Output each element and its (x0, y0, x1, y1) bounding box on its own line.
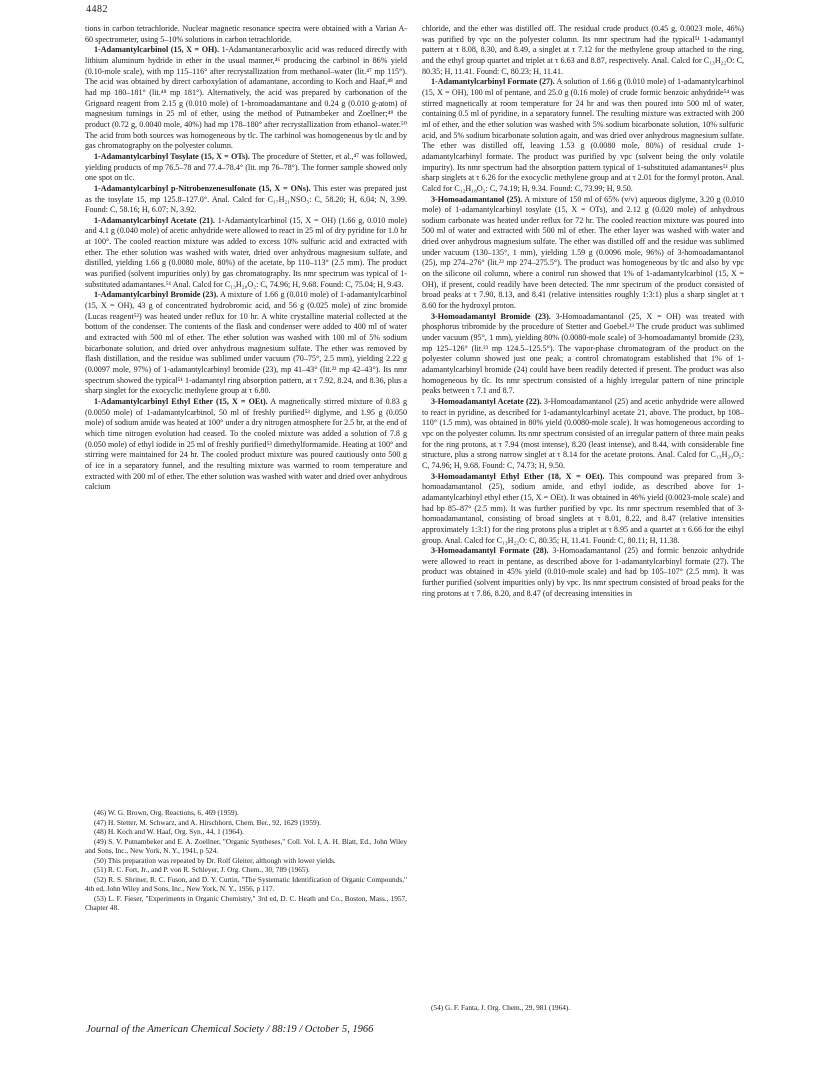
page-number: 4482 (86, 4, 108, 15)
reference-item: (51) R. C. Fort, Jr., and P. von R. Schleyer, J. Org. Chem., 30, 789 (1965). (94, 865, 310, 875)
section-heading: 1-Adamantylcarbinyl Formate (27). (431, 77, 555, 87)
paragraph-text: This compound was prepared from 3-homoadamantanol (25), sodium amide, and ethyl iodide, as described above for 1-adamantylcarbinyl ethyl ether (15, X = OEt). It was obtained in 46% yield (0.0023-mole scale) and had bp 85–87° (2.5 mm). It was further purified by vpc. Its nmr spectrum resembled that of 3-homoadamantanol, consisting of broad singlets at τ 8.01, 8.22, and 8.47 (relative intensities approximately 1:3:1) for the ring protons plus a triplet at τ 8.95 and a quartet at τ 6.66 for the ethyl group. Anal. Calcd for C₁₃H₂₂O: C, 80.35; H, 11.41. Found: C, 80.11; H, 11.38. (422, 471, 744, 545)
section-heading: 3-Homoadamantanol (25). (431, 194, 523, 204)
reference-item: (50) This preparation was repeated by Dr. Rolf Gleiter, although with lower yields. (94, 855, 336, 865)
reference-item: (48) H. Koch and W. Haaf, Org. Syn., 44, 1 (1964). (94, 827, 244, 837)
references-list (85, 808, 407, 913)
section-heading: 1-Adamantylcarbinyl p-Nitrobenzenesulfonate (15, X = ONs). (94, 183, 311, 193)
journal-footer: Journal of the American Chemical Society / 88:19 / October 5, 1966 (86, 1024, 374, 1035)
left-column (85, 24, 407, 493)
right-column (422, 24, 744, 599)
reference-item: (46) W. G. Brown, Org. Reactions, 6, 469 (1959). (94, 808, 239, 817)
paragraph-text: 3-Homoadamantanol (25) and formic benzoic anhydride were allowed to react in pentane, as described above for 1-adamantylcarbinyl formate (27). The product was obtained in 45% yield (0.010-mole scale) and had bp 105–107° (2.5 mm). It was further purified (solvent impurities only) by vpc. Its nmr spectrum consisted of broad peaks for the ring protons at τ 7.86, 8.20, and 8.47 (of decreasing intensities in (422, 546, 745, 598)
paragraph-text: A magnetically stirred mixture of 0.83 g (0.0050 mole) of 1-adamantylcarbinol, 50 ml of freshly purified⁵³ diglyme, and 1.95 g (0.050 mole) of sodium amide was heated at 100° under a dry nitrogen atmosphere for 2.5 hr, at the end of which time nitrogen evolution had ceased. To the cooled mixture was added a solution of 7.8 g (0.050 mole) of ethyl iodide in 25 ml of freshly purified⁵³ dimethylformamide. Heating at 100° and stirring were maintained for 24 hr. The cooled product mixture was poured cautiously onto 500 g of ice in a separatory funnel, and the resulting mixture was warmed to room temperature and extracted with 200 ml of ether. The ether solution was washed with water and dried over anhydrous calcium (85, 396, 407, 492)
paragraph-text: chloride, and the ether was distilled off. The residual crude product (0.45 g, 0.0023 mole, 46%) was purified by vpc on the polyester column. Its nmr spectrum had the typical⁵¹ 1-adamantyl pattern at τ 8.08, 8.30, and 8.49, a singlet at τ 7.12 for the methylene group attached to the ring, and the ethyl group quartet and triplet at τ 6.63 and 8.87, respectively. Anal. Calcd for C₁₃H₂₂O: C, 80.35; H, 11.41. Found: C, 80.23; H, 11.41. (422, 24, 744, 76)
paragraph-text: This ester was prepared just as the tosylate 15, mp 125.8–127.0°. Anal. Calcd for C₁₇H₂₁NSO₅: C, 58.20; H, 6.04; N, 3.99. Found: C, 58.16; H, 6.07; N, 3.92. (85, 183, 407, 215)
reference-item: (47) H. Stetter, M. Schwarz, and A. Hirschhorn, Chem. Ber., 92, 1629 (1959). (94, 817, 321, 827)
paragraph-text: 1-Adamantanecarboxylic acid was reduced directly with lithium aluminum hydride in ether in the usual manner,⁴⁶ producing the carbinol in 86% yield (0.10-mole scale), with mp 115–116° after recrystallization from methanol–water (lit.⁴⁷ mp 115°). The acid was obtained by direct carboxylation of adamantane, according to Koch and Haaf,⁴⁸ and had mp 180–181° (lit.⁴⁸ mp 181°). Alternatively, the acid was prepared by carbonation of the Grignard reagent from 2.15 g (0.010 mole) of 1-bromoadamantane and 0.24 g (0.010 g-atom) of magnesium turnings in 25 ml of ether, using the method of Putnambeker and Zoellner;⁴⁹ the product (0.72 g, 0.0040 mole, 40%) had mp 178–180° after recrystallization from ethanol–water.⁵⁰ The acid from both sources was homogeneous by tlc. The carbinol was homogeneous by tlc and by gas chromatography on the polyester column. (85, 45, 407, 151)
section-heading: 3-Homoadamantyl Ethyl Ether (18, X = OEt). (431, 471, 605, 481)
paragraph (422, 195, 744, 312)
paragraph (85, 45, 407, 152)
reference-item: (49) S. V. Putnambeker and E. A. Zoellner, "Organic Syntheses," Coll. Vol. I, A. H. Blatt, Ed., John Wiley and Sons, Inc., New York, N. Y., 1941, p 524. (85, 836, 407, 856)
paragraph-text: 3-Homoadamantanol (25) and acetic anhydride were allowed to react in pyridine, as described for 1-adamantylcarbinyl acetate 21, above. The product, bp 108–110° (1.5 mm), was obtained in 80% yield (0.0080-mole scale). It was homogeneous according to vpc on the polyester column. Its nmr spectrum consisted of an irregular pattern of three main peaks for the ring protons, at τ 7.94 (most intense), 8.20 (least intense), and 8.44, with considerable fine structure, plus a strong narrow singlet at τ 8.14 for the acetate protons. Anal. Calcd for C₁₃H₂₀O₂: C, 74.96; H, 9.68. Found: C, 74.73; H, 9.50. (422, 396, 744, 470)
section-heading: 3-Homoadamantyl Formate (28). (431, 546, 549, 556)
paragraph (85, 24, 407, 45)
paragraph (85, 152, 407, 184)
paragraph (422, 77, 744, 194)
paragraph-text: 3-Homoadamantanol (25, X = OH) was treated with phosphorus tribromide by the procedure of Stetter and Goebel.²³ The crude product was sublimed under vacuum (95°, 1 mm), yielding 80% (0.0080-mole scale) of 3-homoadamantyl bromide (23), mp 125–126° (lit.²³ mp 124.5–125.5°). The vapor-phase chromatogram of the product on the polyester column showed just one peak; a control chromatogram established that 1% of 1-adamantylcarbinyl bromide (24) could have been readily detected if present. The product was also homogeneous by tlc. Its nmr spectrum consisted of a highly irregular pattern of nine principle peaks between τ 7.1 and 8.7. (422, 311, 745, 396)
paragraph-text: tions in carbon tetrachloride. Nuclear magnetic resonance spectra were obtained with a Varian A-60 spectrometer, using 5–10% solutions in carbon tetrachloride. (85, 24, 407, 44)
paragraph-text: 1-Adamantylcarbinol (15, X = OH) (1.66 g, 0.010 mole) and 4.1 g (0.040 mole) of acetic anhydride were allowed to react in 25 ml of dry pyridine for 1.0 hr at 100°. The cooled reaction mixture was added to excess 10% sulfuric acid and extracted with ether. The ether solution was washed with water, dried over anhydrous magnesium sulfate, and distilled, yielding 1.66 g (0.0080 mole, 80%) of the acetate, bp 110–113° (2.5 mm). The product was purified (solvent impurities only) by gas chromatography. Its nmr spectrum was typical of 1-substituted adamantanes.⁵¹ Anal. Calcd for C₁₃H₂₀O₂: C, 74.96; H, 9.68. Found: C, 75.04; H, 9.43. (85, 215, 407, 289)
reference-item: (54) G. F. Fanta, J. Org. Chem., 29, 981 (1964). (431, 1003, 571, 1012)
section-heading: 1-Adamantylcarbinyl Ethyl Ether (15, X = OEt). (94, 396, 268, 406)
paragraph (85, 216, 407, 291)
paragraph (422, 397, 744, 472)
paragraph (422, 546, 744, 599)
paragraph (85, 397, 407, 493)
paragraph (85, 184, 407, 216)
reference-item: (53) L. F. Fieser, "Experiments in Organic Chemistry," 3rd ed, D. C. Heath and Co., Boston, Mass., 1957, Chapter 48. (85, 893, 407, 913)
paragraph (422, 24, 744, 77)
paragraph (85, 290, 407, 397)
section-heading: 1-Adamantylcarbinyl Tosylate (15, X = OTs). (94, 151, 250, 161)
reference-item: (52) R. S. Shriner, R. C. Fuson, and D. Y. Curtin, "The Systematic Identification of Organic Compounds," 4th ed, John Wiley and Sons, Inc., New York, N. Y., 1956, p 117. (85, 874, 407, 894)
paragraph-text: A mixture of 150 ml of 65% (v/v) aqueous diglyme, 3.20 g (0.010 mole) of 1-adamantylcarbinyl tosylate (15, X = OTs), and 2.12 g (0.020 mole) of anhydrous sodium carbonate was heated under reflux for 72 hr. The cooled reaction mixture was poured into 500 ml of water and extracted with 500 ml of ether. The ether layer was washed with water and dried over anhydrous magnesium sulfate. The ether was distilled off and the residue was sublimed under vacuum (130–135°, 1 mm), yielding 1.59 g (0.0096 mole, 96%) of 3-homoadamantanol (25), mp 274–276° (lit.²³ mp 274–275.5°). The product was homogeneous by tlc and also by vpc on the silicone oil column, where a control run showed that 1% of 1-adamantylcarbinol (15, X = OH), if present, could readily have been detected. The nmr spectrum of the product consisted of broad peaks at τ 7.90, 8.13, and 8.41 (relative intensities roughly 1:3:1) plus a sharp singlet at τ 8.60 for the hydroxyl proton. (422, 194, 744, 311)
paragraph (422, 472, 744, 547)
section-heading: 3-Homoadamantyl Bromide (23). (431, 311, 551, 321)
section-heading: 3-Homoadamantyl Acetate (22). (431, 396, 542, 406)
section-heading: 1-Adamantylcarbinol (15, X = OH). (94, 45, 220, 55)
references-right (422, 1003, 744, 1013)
section-heading: 1-Adamantylcarbinyl Bromide (23). (94, 290, 219, 300)
paragraph (422, 312, 744, 397)
paragraph-text: A mixture of 1.66 g (0.010 mole) of 1-adamantylcarbinol (15, X = OH), 43 g of concentrated hydrobromic acid, and 56 g (0.025 mole) of zinc bromide (Lucas reagent⁵²) was heated under reflux for 10 hr. A white crystalline material collected at the bottom of the condenser. The contents of the flask and condenser were added to 400 ml of water and extracted with 500 ml of ether. The ether solution was washed with 100 ml of 5% sodium bicarbonate solution, and dried over anhydrous magnesium sulfate. The ether was removed by flash distillation, and the residue was sublimed under vacuum (70–75°, 2.5 mm), yielding 2.22 g (0.0097 mole, 97%) of 1-adamantylcarbinyl bromide (23), mp 41–43° (lit.²³ mp 42–43°). Its nmr spectrum showed the typical⁵¹ 1-adamantyl ring absorption pattern, at τ 7.92, 8.24, and 8.36, plus a sharp singlet for the exocyclic methylene group at τ 6.80. (85, 290, 408, 396)
paragraph-text: A solution of 1.66 g (0.010 mole) of 1-adamantylcarbinol (15, X = OH), 100 ml of pentane, and 25.0 g (0.16 mole) of crude formic benzoic anhydride⁵⁴ was stirred magnetically at room temperature for 24 hr and was then poured into 500 ml of water, containing 0.5 ml of pyridine, in a separatory funnel. The resulting mixture was extracted with 200 ml of ether, and the ether solution was washed with 5% sodium bicarbonate solution, 10% sulfuric acid, and 5% sodium bicarbonate solution again, and was dried over anhydrous magnesium sulfate. The ether was distilled off, leaving 1.53 g (0.0080 mole, 80%) of residual crude 1-adamantylcarbinyl formate. The product was purified by vpc (solvent being the only volatile impurity). Its nmr spectrum had the absorption pattern typical of 1-substituted adamantanes⁵¹ plus sharp singlets at τ 6.26 for the exocyclic methylene group and at τ 2.01 for the formyl proton. Anal. Calcd for C₁₂H₁₈O₂: C, 74.19; H, 9.34. Found: C, 73.99; H, 9.50. (422, 77, 744, 193)
paragraph-text: The procedure of Stetter, et al.,⁴⁷ was followed, yielding products of mp 76.5–78 and 77.4–78.4° (lit. mp 76–78°). The former sample showed only one spot on tlc. (85, 151, 407, 183)
section-heading: 1-Adamantylcarbinyl Acetate (21). (94, 215, 215, 225)
